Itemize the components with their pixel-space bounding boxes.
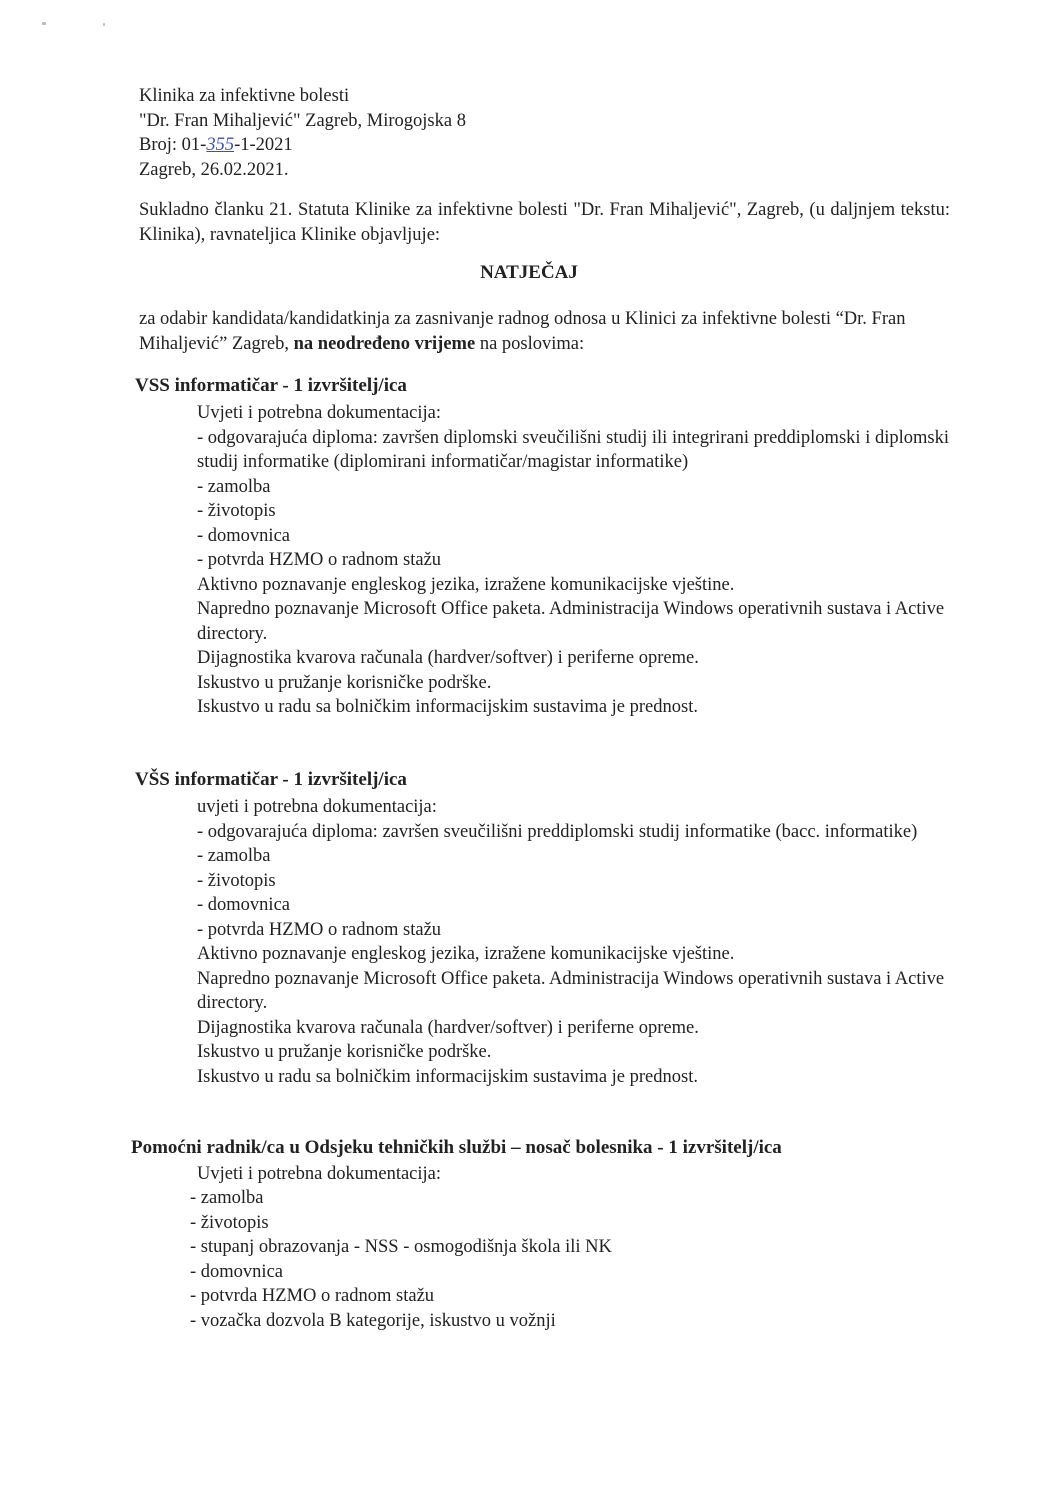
- list-item: - zamolba: [197, 846, 271, 866]
- list-item: - zamolba: [197, 476, 271, 497]
- note: Dijagnostika kvarova računala (hardver/softver) i periferne opreme.: [197, 648, 699, 668]
- list-item: - potvrda HZMO o radnom stažu: [197, 550, 442, 570]
- list-item: - potvrda HZMO o radnom stažu: [190, 1286, 435, 1306]
- list-item: - potvrda HZMO o radnom stažu: [197, 919, 442, 940]
- position-body: [197, 1162, 441, 1187]
- list-item: - domovnica: [197, 525, 290, 546]
- list-item: - zamolba: [190, 1188, 264, 1208]
- list-item: - životopis: [197, 870, 276, 891]
- institution-address: "Dr. Fran Mihaljević" Zagreb, Mirogojska 8: [139, 110, 466, 131]
- document-header: [139, 84, 466, 182]
- position-heading: VŠS informatičar - 1 izvršitelj/ica: [135, 769, 407, 790]
- position-heading: VSS informatičar - 1 izvršitelj/ica: [135, 375, 407, 396]
- list-item: - životopis: [190, 1212, 269, 1233]
- note: Iskustvo u radu sa bolničkim informacijskim sustavima je prednost.: [197, 1066, 698, 1087]
- conditions-label: Uvjeti i potrebna dokumentacija:: [197, 1164, 442, 1184]
- list-item: - vozačka dozvola B kategorije, iskustvo u vožnji: [190, 1310, 556, 1331]
- list-item: - stupanj obrazovanja - NSS - osmogodišnja škola ili NK: [190, 1237, 612, 1257]
- subtitle-paragraph: za odabir kandidata/kandidatkinja za zasnivanje radnog odnosa u Klinici za infektivne bolesti “Dr. Fran Mihaljević” Zagreb, na neodređeno vrijeme na poslovima:: [139, 309, 906, 354]
- note: Dijagnostika kvarova računala (hardver/softver) i periferne opreme.: [197, 1017, 699, 1038]
- list-item: - životopis: [197, 501, 276, 521]
- note: Iskustvo u pružanje korisničke podrške.: [197, 1042, 492, 1062]
- note: Iskustvo u radu sa bolničkim informacijskim sustavima je prednost.: [197, 697, 698, 717]
- institution-name: Klinika za infektivne bolesti: [139, 86, 350, 106]
- note: Napredno poznavanje Microsoft Office paketa. Administracija Windows operativnih sustava i Active directory.: [197, 599, 945, 644]
- scan-artifact: [42, 22, 46, 25]
- note: Aktivno poznavanje engleskog jezika, izražene komunikacijske vještine.: [197, 574, 735, 595]
- list-item: - odgovarajuća diploma: završen sveučilišni preddiplomski studij informatike (bacc. informatike): [197, 821, 918, 842]
- intro-paragraph: Sukladno članku 21. Statuta Klinike za infektivne bolesti "Dr. Fran Mihaljević", Zagreb, (u daljnjem tekstu: Klinika), ravnateljica Klinike objavljuje:: [139, 200, 950, 245]
- note: Aktivno poznavanje engleskog jezika, izražene komunikacijske vještine.: [197, 944, 735, 964]
- reference-number: Broj: 01-355-1-2021: [139, 135, 293, 155]
- scan-artifact: [103, 23, 105, 26]
- document-title: NATJEČAJ: [480, 262, 578, 283]
- place-date: Zagreb, 26.02.2021.: [139, 159, 289, 180]
- requirements-list: [190, 1186, 612, 1333]
- list-item: - domovnica: [190, 1261, 283, 1282]
- conditions-label: Uvjeti i potrebna dokumentacija:: [197, 403, 442, 423]
- list-item: - odgovarajuća diploma: završen diplomski sveučilišni studij ili integrirani preddiplomski i diplomski studij informatike (diplomirani informatičar/magistar informatike): [197, 427, 949, 472]
- list-item: - domovnica: [197, 895, 290, 915]
- position-body: [197, 401, 949, 720]
- note: Napredno poznavanje Microsoft Office paketa. Administracija Windows operativnih sustava i Active directory.: [197, 968, 945, 1013]
- position-body: [197, 795, 949, 1089]
- conditions-label: uvjeti i potrebna dokumentacija:: [197, 797, 437, 817]
- position-heading: Pomoćni radnik/ca u Odsjeku tehničkih službi – nosač bolesnika - 1 izvršitelj/ica: [131, 1137, 782, 1158]
- note: Iskustvo u pružanje korisničke podrške.: [197, 672, 492, 693]
- handwritten-number: 355: [206, 135, 235, 155]
